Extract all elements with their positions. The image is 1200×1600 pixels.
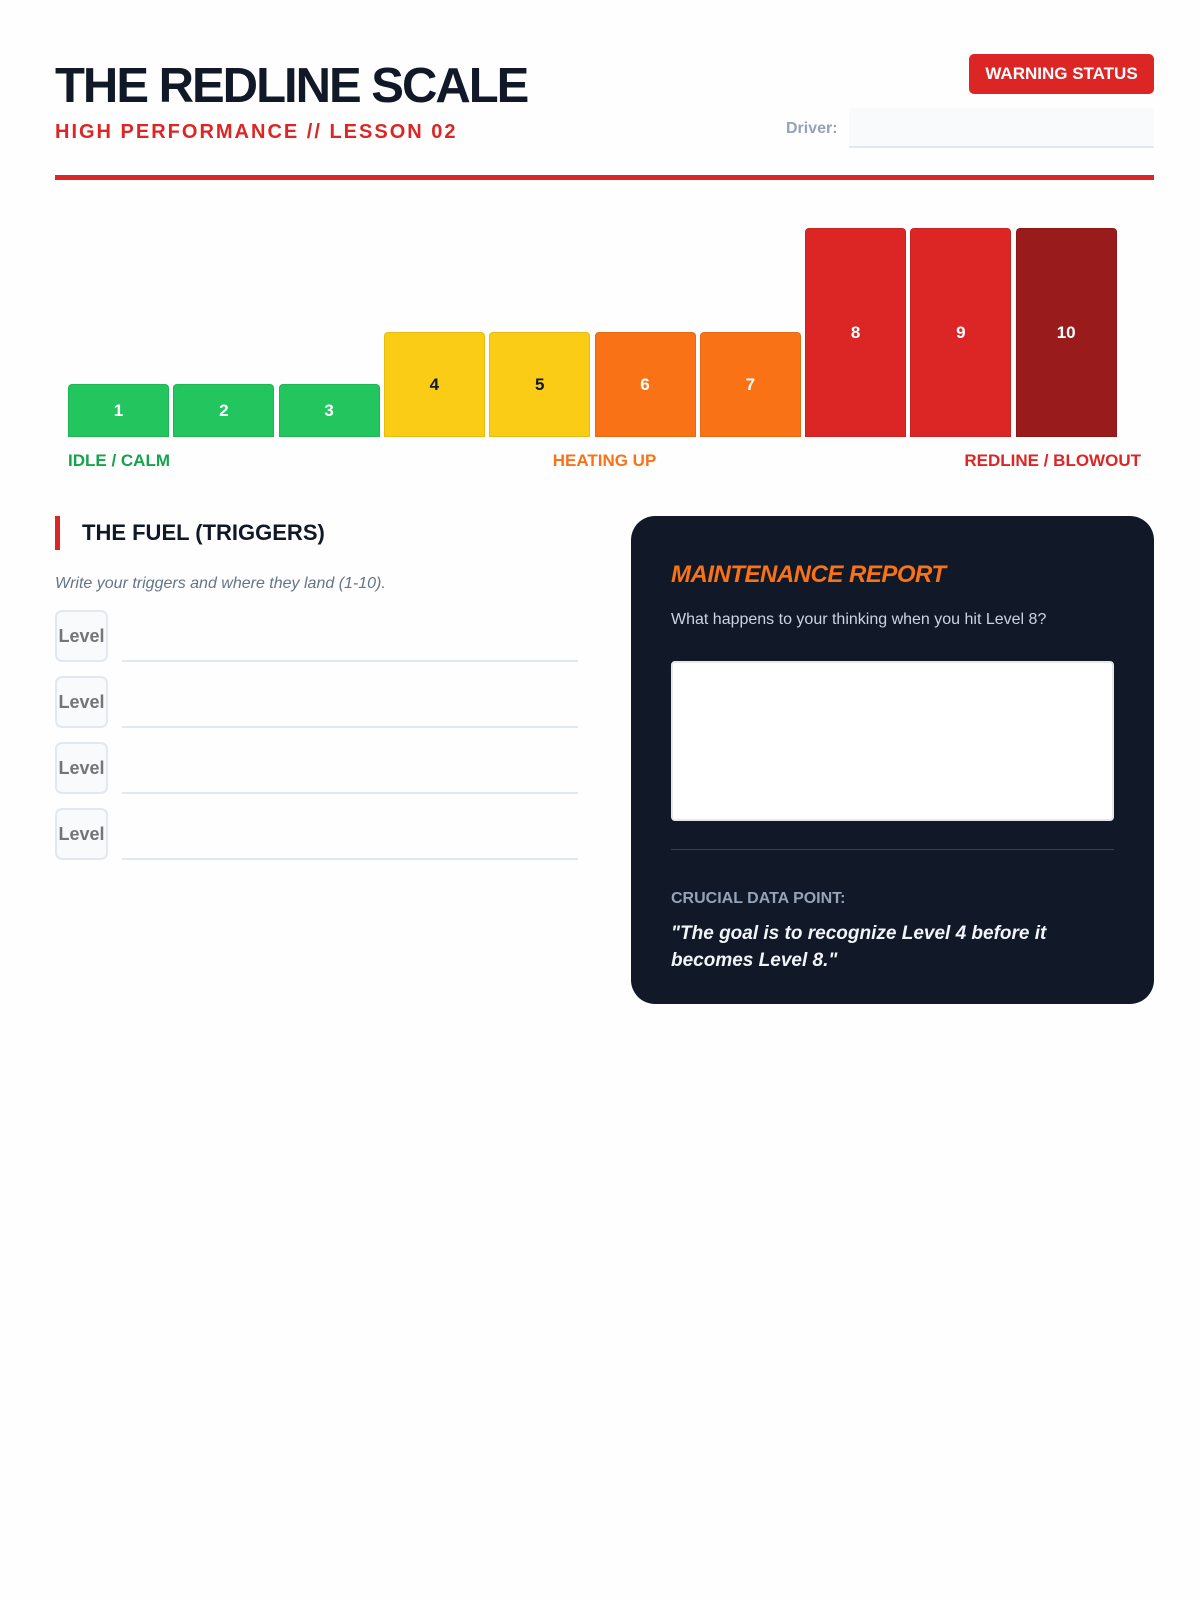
trigger-row	[55, 676, 578, 730]
zone-label-idle: IDLE / CALM	[68, 451, 170, 470]
scale-level-6[interactable]: 6	[595, 332, 696, 437]
warning-status-badge: WARNING STATUS	[969, 54, 1154, 94]
trigger-level-input[interactable]	[55, 610, 108, 662]
trigger-level-input[interactable]	[55, 676, 108, 728]
triggers-title: THE FUEL (TRIGGERS)	[55, 516, 325, 550]
trigger-text-input[interactable]	[122, 676, 578, 728]
worksheet-page	[55, 0, 1154, 1600]
header-divider	[55, 175, 1154, 180]
scale-level-4[interactable]: 4	[384, 332, 485, 437]
redline-scale	[68, 215, 1141, 437]
zone-label-redline: REDLINE / BLOWOUT	[964, 451, 1141, 470]
driver-name-field[interactable]	[849, 108, 1154, 148]
scale-level-9[interactable]: 9	[910, 228, 1011, 437]
report-title: MAINTENANCE REPORT	[671, 561, 946, 588]
scale-level-5[interactable]: 5	[489, 332, 590, 437]
scale-level-8[interactable]: 8	[805, 228, 906, 437]
trigger-level-input[interactable]	[55, 808, 108, 860]
maintenance-report-card	[631, 516, 1154, 1004]
trigger-level-input[interactable]	[55, 742, 108, 794]
trigger-row	[55, 808, 578, 862]
triggers-instructions: Write your triggers and where they land (1-10).	[55, 575, 386, 592]
header	[55, 58, 1154, 178]
crucial-data-quote: "The goal is to recognize Level 4 before it becomes Level 8."	[671, 923, 1047, 971]
trigger-text-input[interactable]	[122, 808, 578, 860]
driver-label: Driver:	[786, 120, 838, 137]
report-answer-field[interactable]	[671, 661, 1114, 821]
trigger-row	[55, 742, 578, 796]
scale-level-7[interactable]: 7	[700, 332, 801, 437]
trigger-row	[55, 610, 578, 664]
trigger-text-input[interactable]	[122, 742, 578, 794]
scale-level-2[interactable]: 2	[173, 384, 274, 437]
page-title: THE REDLINE SCALE	[55, 59, 528, 113]
scale-level-10[interactable]: 10	[1016, 228, 1117, 437]
zone-label-heating: HEATING UP	[552, 451, 657, 470]
trigger-text-input[interactable]	[122, 610, 578, 662]
page-subtitle: HIGH PERFORMANCE // LESSON 02	[55, 121, 458, 143]
scale-level-1[interactable]: 1	[68, 384, 169, 437]
scale-level-3[interactable]: 3	[279, 384, 380, 437]
crucial-data-label: CRUCIAL DATA POINT:	[671, 890, 846, 907]
report-question: What happens to your thinking when you hit Level 8?	[671, 611, 1047, 628]
report-divider	[671, 849, 1114, 850]
